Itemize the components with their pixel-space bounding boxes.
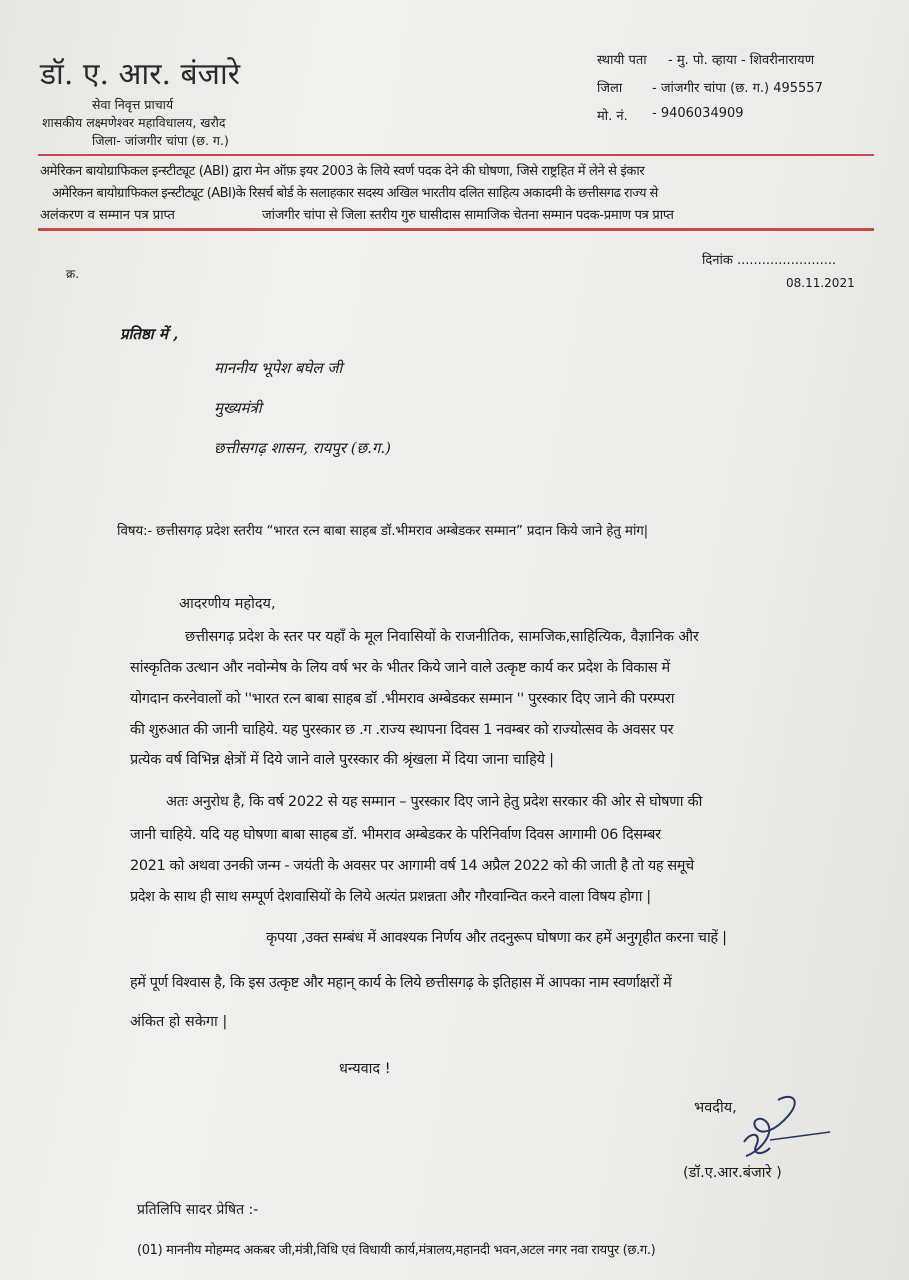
date-label: दिनांक ........................ [702,253,837,268]
award-line-1: अमेरिकन बायोग्राफिकल इन्स्टीट्यूट (ABI) द्वारा मेन ऑफ़ इयर 2003 के लिये स्वर्ण पदक देने की घोषणा, जिसे राष्ट्रहित में लेने से इंकार [40,164,645,179]
award-line-2: अमेरिकन बायोग्राफिकल इन्स्टीट्यूट (ABI)के रिसर्च बोर्ड के सलाहकार सदस्य अखिल भारतीय दलित साहित्य अकादमी के छत्तीसगढ राज्य से [52,186,658,201]
para1-line4: की शुरुआत की जानी चाहिये. यह पुरस्कार छ .ग .राज्य स्थापना दिवस 1 नवम्बर को राज्योत्सव के अवसर पर [130,722,674,738]
address-value: - मु. पो. व्हाया - शिवरीनारायण [668,53,815,68]
award-line-3b: जांजगीर चांपा से जिला स्तरीय गुरु घासीदास सामाजिक चेतना सम्मान पदक-प्रमाण पत्र प्राप्त [262,208,674,223]
copy-label: प्रतिलिपि सादर प्रेषित :- [137,1202,259,1218]
header-rule-top [38,154,874,156]
reference-label: क्र. [66,267,80,281]
district-label: जिला [597,81,623,96]
para1-line1: छत्तीसगढ़ प्रदेश के स्तर पर यहाँ के मूल निवासियों के राजनीतिक, सामजिक,साहित्यिक, वैज्ञानिक और [185,629,699,645]
para2-line3: 2021 को अथवा उनकी जन्म - जयंती के अवसर पर आगामी वर्ष 14 अप्रैल 2022 को की जाती है तो यह समूचे [130,858,694,874]
para4-line2: अंकित हो सकेगा | [130,1014,228,1030]
author-district: जिला- जांजगीर चांपा (छ. ग.) [92,133,229,148]
para2-line2: जानी चाहिये. यदि यह घोषणा बाबा साहब डॉ. भीमराव अम्बेडकर के परिनिर्वाण दिवस आगामी 06 दिसम्बर [130,827,661,843]
recipient-to: प्रतिष्ठा में , [120,325,179,343]
mobile-label: मो. नं. [597,109,628,124]
para4-line1: हमें पूर्ण विश्वास है, कि इस उत्कृष्ट और महान् कार्य के लिये छत्तीसगढ़ के इतिहास में आपका नाम स्वर्णाक्षरों में [130,975,672,991]
closing: भवदीय, [694,1100,737,1116]
para2-line4: प्रदेश के साथ ही साथ सम्पूर्ण देशवासियों के लिये अत्यंत प्रशन्नता और गौरवान्वित करने वाला विषय होगा | [130,889,651,905]
subject-line: विषय:- छत्तीसगढ़ प्रदेश स्तरीय “भारत रत्न बाबा साहब डॉ.भीमराव अम्बेडकर सम्मान” प्रदान किये जाने हेतु मांग| [117,523,648,539]
copy-item-1: (01) माननीय मोहम्मद अकबर जी,मंत्री,विधि एवं विधायी कार्य,मंत्रालय,महानदी भवन,अटल नगर नवा रायपुर (छ.ग.) [137,1243,656,1258]
para2-line1: अतः अनुरोध है, कि वर्ष 2022 से यह सम्मान – पुरस्कार दिए जाने हेतु प्रदेश सरकार की ओर से घोषणा की [166,794,703,810]
mobile-value: - 9406034909 [652,106,744,121]
address-label: स्थायी पता [597,53,647,68]
salutation: आदरणीय महोदय, [179,596,276,612]
para3: कृपया ,उक्त सम्बंध में आवश्यक निर्णय और तदनुरूप घोषणा कर हमें अनुगृहीत करना चाहें | [266,930,727,946]
recipient-office: छत्तीसगढ़ शासन, रायपुर (छ.ग.) [214,439,391,457]
signatory-name: (डॉ.ए.आर.बंजारे ) [683,1165,782,1181]
district-value: - जांजगीर चांपा (छ. ग.) 495557 [652,81,823,96]
handwritten-signature [722,1090,832,1170]
para1-line2: सांस्कृतिक उत्थान और नवोन्मेष के लिय वर्ष भर के भीतर किये जाने वाले उत्कृष्ट कार्य कर प्रदेश के विकास में [130,660,670,676]
recipient-name: माननीय भूपेश बघेल जी [214,359,343,377]
para1-line5: प्रत्येक वर्ष विभिन्न क्षेत्रों में दिये जाने वाले पुरस्कार की श्रृंखला में दिया जाना चाहिये | [130,752,554,768]
date-value: 08.11.2021 [786,276,855,290]
author-designation: सेवा निवृत्त प्राचार्य [92,97,174,112]
author-name: डॉ. ए. आर. बंजारे [40,57,240,92]
para1-line3: योगदान करनेवालों को ''भारत रत्न बाबा साहब डॉ .भीमराव अम्बेडकर सम्मान '' पुरस्कार दिए जाने की परम्परा [130,691,675,707]
recipient-post: मुख्यमंत्री [214,399,262,417]
author-college: शासकीय लक्ष्मणेश्वर महाविधालय, खरौद [42,115,226,130]
thanks: धन्यवाद ! [339,1061,391,1077]
award-line-3a: अलंकरण व सम्मान पत्र प्राप्त [40,208,175,223]
header-rule-bottom [38,228,874,231]
